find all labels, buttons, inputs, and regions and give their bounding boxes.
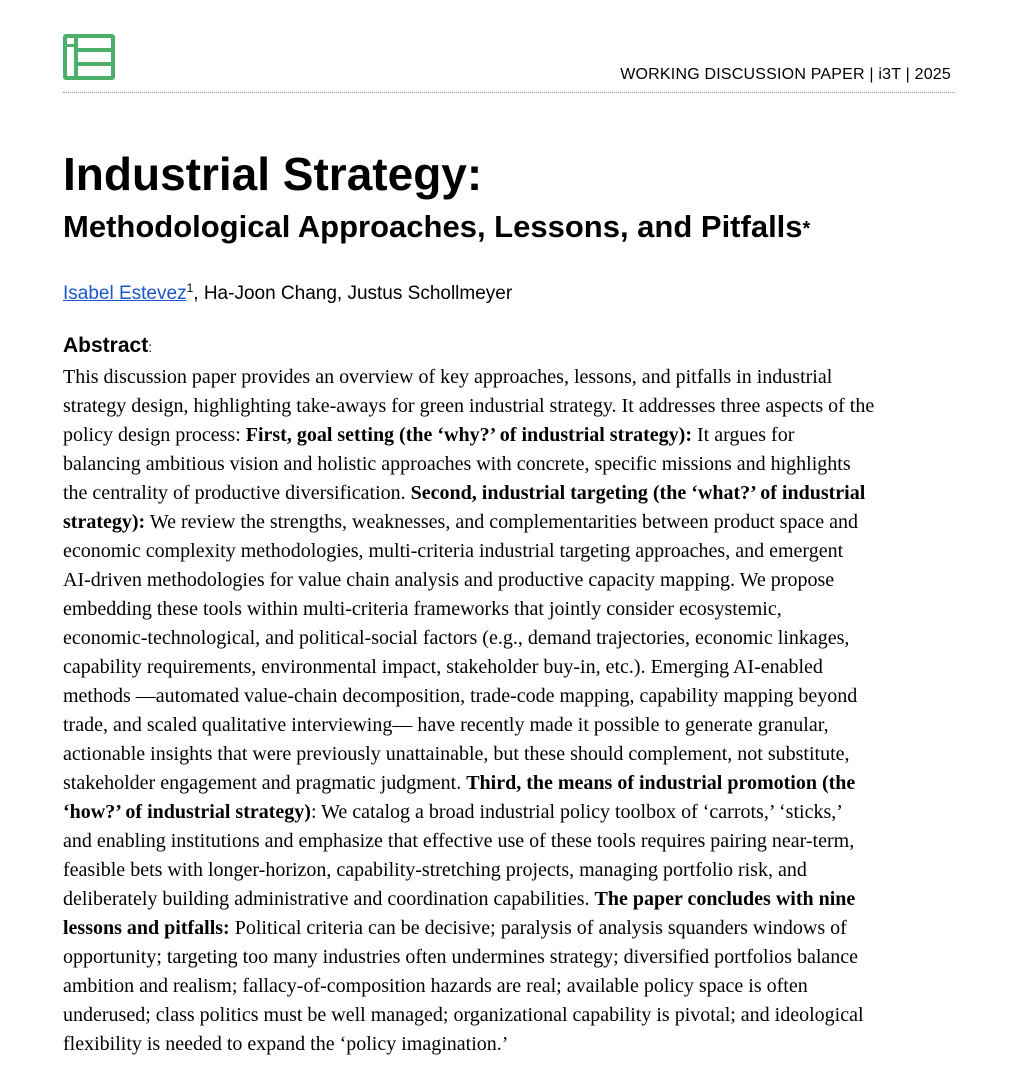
abstract-line <box>63 972 874 1001</box>
abstract-text: deliberately building administrative and coordination capabilities. <box>63 888 595 910</box>
abstract-text: ambition and realism; fallacy-of-composition hazards are real; available policy space is often <box>63 975 808 997</box>
abstract-line <box>63 885 874 914</box>
abstract-line <box>63 508 874 537</box>
abstract-line <box>63 740 874 769</box>
abstract-text: economic-technological, and political-social factors (e.g., demand trajectories, economic linkages, <box>63 627 850 649</box>
abstract-bold-text: strategy): <box>63 511 146 533</box>
paper-subtitle <box>63 205 810 251</box>
abstract-bold-text: ‘how?’ of industrial strategy) <box>63 801 311 823</box>
abstract-bold-text: lessons and pitfalls: <box>63 917 230 939</box>
abstract-line <box>63 711 874 740</box>
abstract-text: : We catalog a broad industrial policy toolbox of ‘carrots,’ ‘sticks,’ <box>310 801 843 823</box>
abstract-text: It argues for <box>691 424 795 446</box>
abstract-text: opportunity; targeting too many industries often undermines strategy; diversified portfolios balance <box>63 946 859 968</box>
abstract-line <box>63 1001 874 1030</box>
abstract-text: This discussion paper provides an overview of key approaches, lessons, and pitfalls in industrial <box>63 366 833 388</box>
abstract-line <box>63 856 874 885</box>
subtitle-text: Methodological Approaches, Lessons, and Pitfalls <box>63 209 803 244</box>
abstract-text: actionable insights that were previously unattainable, but these should complement, not substitute, <box>63 743 850 765</box>
abstract-bold-text: The paper concludes with nine <box>594 888 856 910</box>
abstract-line <box>63 537 874 566</box>
abstract-heading-colon: : <box>148 339 153 355</box>
abstract-text: and enabling institutions and emphasize that effective use of these tools requires pairing near-term, <box>63 830 855 852</box>
abstract-line <box>63 450 874 479</box>
abstract-line <box>63 624 874 653</box>
abstract-bold-text: First, goal setting (the ‘why?’ of industrial strategy): <box>245 424 692 446</box>
abstract-text: embedding these tools within multi-criteria frameworks that jointly consider ecosystemic, <box>63 598 782 620</box>
abstract-text: AI-driven methodologies for value chain analysis and productive capacity mapping. We propose <box>63 569 835 591</box>
abstract-line <box>63 769 874 798</box>
abstract-bold-text: Second, industrial targeting (the ‘what?’ of industrial <box>410 482 866 504</box>
abstract-text: Political criteria can be decisive; paralysis of analysis squanders windows of <box>229 917 847 939</box>
author-link-isabel-estevez[interactable]: Isabel Estevez <box>63 283 187 304</box>
abstract-text: flexibility is needed to expand the ‘policy imagination.’ <box>63 1033 509 1055</box>
abstract-line <box>63 595 874 624</box>
abstract-text: We review the strengths, weaknesses, and complementarities between product space and <box>145 511 858 533</box>
abstract-text: feasible bets with longer-horizon, capability-stretching projects, managing portfolio risk, and <box>63 859 807 881</box>
abstract-line <box>63 363 874 392</box>
subtitle-footnote-mark: * <box>802 218 811 240</box>
abstract-text: trade, and scaled qualitative interviewing— have recently made it possible to generate granular, <box>63 714 829 736</box>
abstract-text: strategy design, highlighting take-aways for green industrial strategy. It addresses three aspects of the <box>63 395 875 417</box>
abstract-line <box>63 421 874 450</box>
abstract-line <box>63 798 874 827</box>
i3t-logo-icon <box>63 34 115 80</box>
abstract-text: methods —automated value-chain decomposition, trade-code mapping, capability mapping beyond <box>63 685 858 707</box>
abstract-line <box>63 943 874 972</box>
abstract-line <box>63 566 874 595</box>
abstract-line <box>63 1030 874 1059</box>
abstract-line <box>63 653 874 682</box>
abstract-text: balancing ambitious vision and holistic approaches with concrete, specific missions and highlights <box>63 453 851 475</box>
abstract-heading <box>63 332 152 361</box>
header-divider <box>63 92 955 93</box>
abstract-text: the centrality of productive diversification. <box>63 482 411 504</box>
abstract-line <box>63 914 874 943</box>
paper-header-meta: WORKING DISCUSSION PAPER | i3T | 2025 <box>620 66 951 83</box>
abstract-text: stakeholder engagement and pragmatic judgment. <box>63 772 467 794</box>
abstract-line <box>63 682 874 711</box>
abstract-line <box>63 392 874 421</box>
abstract-line <box>63 479 874 508</box>
paper-title: Industrial Strategy: <box>63 148 483 200</box>
abstract-line <box>63 827 874 856</box>
abstract-heading-label: Abstract <box>63 334 149 357</box>
abstract-text: capability requirements, environmental impact, stakeholder buy-in, etc.). Emerging AI-enabled <box>63 656 823 678</box>
other-authors: , Ha-Joon Chang, Justus Schollmeyer <box>193 283 513 304</box>
author-list <box>63 281 512 307</box>
author-affiliation-marker: 1 <box>186 281 194 295</box>
abstract-text: policy design process: <box>63 424 246 446</box>
abstract-text: underused; class politics must be well managed; organizational capability is pivotal; and ideological <box>63 1004 864 1026</box>
abstract-bold-text: Third, the means of industrial promotion (the <box>466 772 856 794</box>
abstract-body <box>63 363 874 1059</box>
abstract-text: economic complexity methodologies, multi-criteria industrial targeting approaches, and emergent <box>63 540 844 562</box>
